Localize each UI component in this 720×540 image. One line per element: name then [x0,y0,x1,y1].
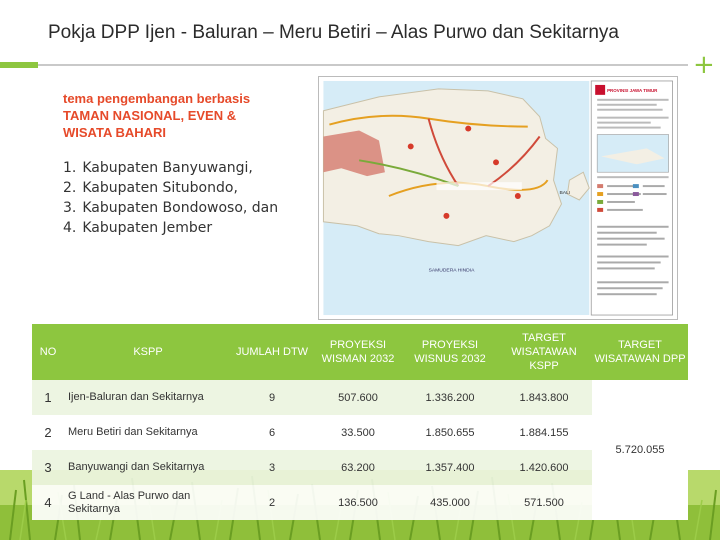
cell-wisman: 63.200 [312,450,404,485]
cell-kspp: G Land - Alas Purwo dan Sekitarnya [64,485,232,520]
list-item [63,218,313,238]
list-item-label: Kabupaten Banyuwangi, [82,160,253,176]
header-target-kspp: TARGET WISATAWAN KSPP [511,332,577,372]
kabupaten-list [63,158,313,238]
header-no: NO [39,346,57,358]
table-row [32,485,688,520]
slide-title: Pokja DPP Ijen - Baluran – Meru Betiri – Alas Purwo dan Sekitarnya [48,22,619,43]
cell-target-kspp: 1.884.155 [496,415,592,450]
theme-line-1: tema pengembangan berbasis [63,91,251,106]
cell-target-kspp: 1.420.600 [496,450,592,485]
list-item [63,198,313,218]
table-header-row [32,324,688,380]
cell-wisnus: 1.336.200 [404,380,496,415]
list-item-number: 4. [63,220,77,236]
cell-dtw: 2 [232,485,312,520]
table-row [32,450,688,485]
cell-no: 3 [32,450,64,485]
cell-target-dpp: 5.720.055 [592,380,688,520]
cell-no: 4 [32,485,64,520]
cell-wisman: 136.500 [312,485,404,520]
list-item-number: 2. [63,180,77,196]
list-item-number: 1. [63,160,77,176]
cell-kspp: Banyuwangi dan Sekitarnya [64,450,232,485]
legend-title: PROVINSI JAWA TIMUR [607,87,658,93]
cell-no: 2 [32,415,64,450]
table-row [32,415,688,450]
list-item-number: 3. [63,200,77,216]
cell-wisman: 33.500 [312,415,404,450]
list-item-label: Kabupaten Jember [82,220,213,236]
cell-kspp: Ijen-Baluran dan Sekitarnya [64,380,232,415]
cell-wisnus: 1.357.400 [404,450,496,485]
ocean-label: SAMUDERA HINDIA [428,268,475,274]
region-map [318,76,678,320]
cell-target-kspp: 571.500 [496,485,592,520]
cell-no: 1 [32,380,64,415]
cell-target-kspp: 1.843.800 [496,380,592,415]
cell-dtw: 6 [232,415,312,450]
cell-wisnus: 1.850.655 [404,415,496,450]
cell-wisman: 507.600 [312,380,404,415]
kspp-table [32,324,688,520]
header-proyeksi-wisnus: PROYEKSI WISNUS 2032 [414,339,486,365]
theme-line-3: WISATA BAHARI [63,125,167,140]
title-accent-bar [0,62,38,68]
cell-dtw: 3 [232,450,312,485]
plus-decoration-icon: + [693,50,715,80]
header-proyeksi-wisman: PROYEKSI WISMAN 2032 [321,339,395,365]
list-item-label: Kabupaten Situbondo, [82,180,238,196]
cell-wisnus: 435.000 [404,485,496,520]
theme-heading [63,90,303,141]
theme-line-2: TAMAN NASIONAL, EVEN & [63,108,237,123]
title-divider [38,64,688,66]
header-target-dpp: TARGET WISATAWAN DPP [594,339,686,365]
header-kspp: KSPP [133,346,163,358]
list-item [63,158,313,178]
cell-dtw: 9 [232,380,312,415]
header-jumlah-dtw: JUMLAH DTW [235,346,309,358]
table-row [32,380,688,415]
cell-kspp: Meru Betiri dan Sekitarnya [64,415,232,450]
list-item [63,178,313,198]
list-item-label: Kabupaten Bondowoso, dan [82,200,279,216]
bali-label: BALI [559,191,571,197]
